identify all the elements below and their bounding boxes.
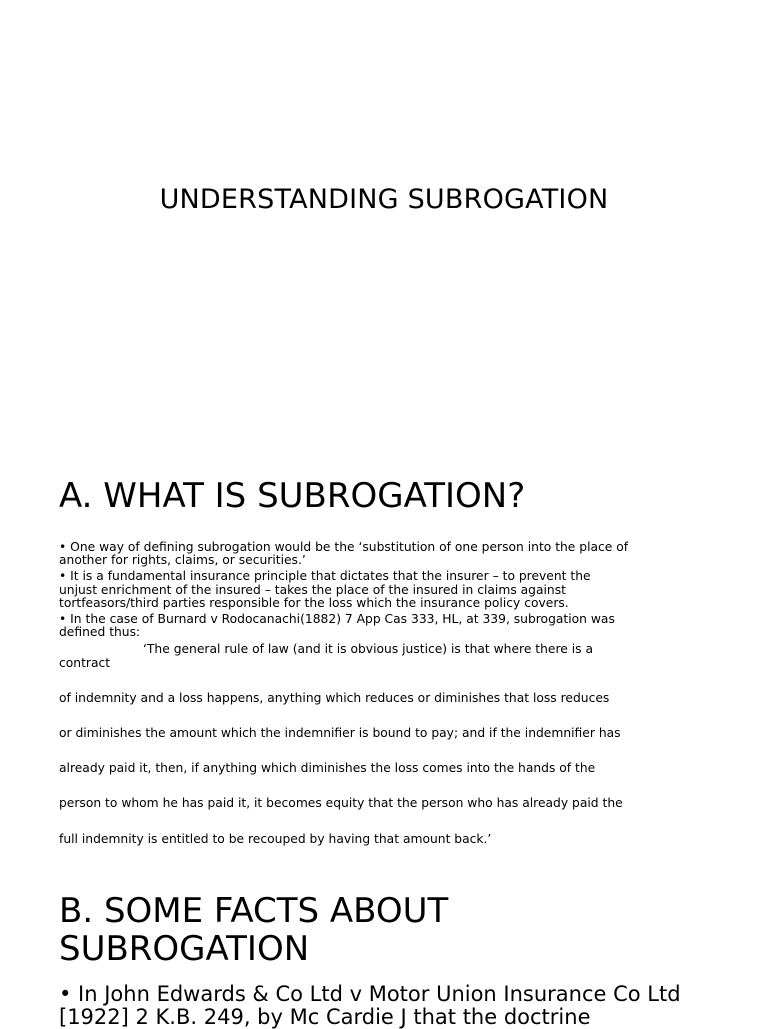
section-a-heading: A. WHAT IS SUBROGATION? [59, 476, 526, 516]
bullet-paragraph: • One way of defining subrogation would be the ‘substitution of one person into the place of another for rights, claims, or securities.’ [59, 540, 629, 568]
quote-line: already paid it, then, if anything which diminishes the loss comes into the hands of the [59, 761, 596, 776]
quote-line: person to whom he has paid it, it becomes equity that the person who has already paid the [59, 796, 623, 811]
quote-line: of indemnity and a loss happens, anything which reduces or diminishes that loss reduces [59, 690, 610, 705]
quote-line: full indemnity is entitled to be recouped by having that amount back.’ [59, 831, 492, 846]
section-b-text: • In John Edwards & Co Ltd v Motor Union Insurance Co Ltd [1922] 2 K.B. 249, by Mc Cardie J that the doctrine [59, 982, 681, 1029]
section-b-heading-line2: SUBROGATION [59, 929, 310, 969]
document-title: UNDERSTANDING SUBROGATION [159, 184, 609, 215]
quote-line: or diminishes the amount which the indemnifier is bound to pay; and if the indemnifier has [59, 726, 621, 741]
section-b-heading [59, 892, 448, 968]
section-b-heading-line1: B. SOME FACTS ABOUT [59, 891, 449, 931]
quote-opening: ‘The general rule of law (and it is obvious justice) is that where there is a contract [59, 642, 594, 670]
section-a-body [59, 541, 629, 846]
bullet-paragraph: • It is a fundamental insurance principle that dictates that the insurer – to prevent the unjust enrichment of the insured – takes the place of the insured in claims against tortfeasors/third parties responsible for the loss which the insurance policy covers. [59, 569, 591, 610]
bullet-paragraph: • In the case of Burnard v Rodocanachi(1882) 7 App Cas 333, HL, at 339, subrogation was defined thus: [59, 612, 615, 640]
